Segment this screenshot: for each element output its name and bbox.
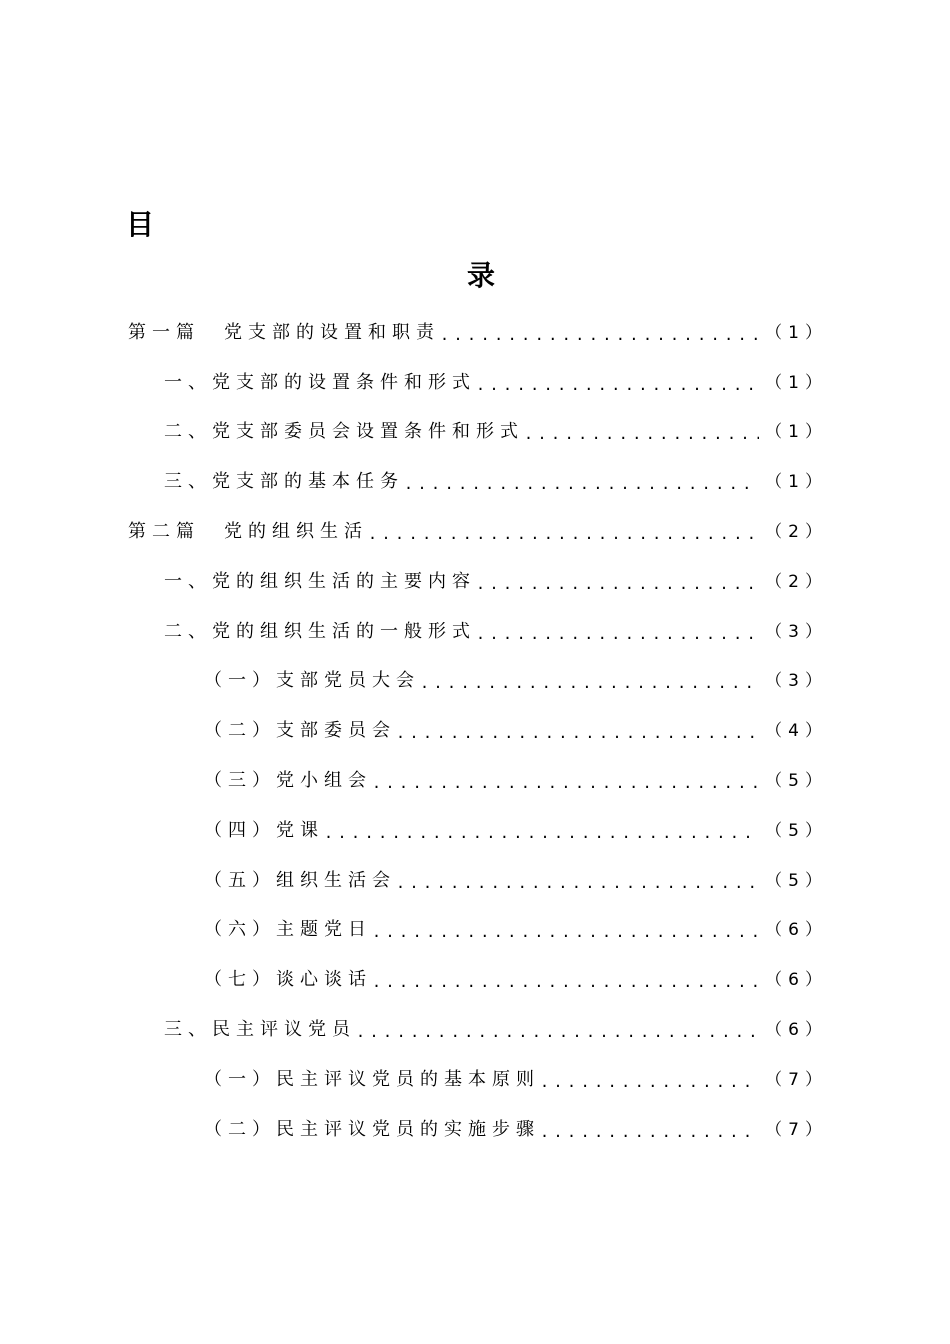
toc-leader-dots	[372, 970, 759, 994]
toc-entry[interactable]	[128, 706, 828, 756]
toc-leader-dots	[476, 373, 759, 397]
toc-entry[interactable]	[128, 607, 828, 657]
toc-entry-page-number: （1）	[765, 322, 828, 343]
toc-entry-page-number: （1）	[765, 372, 828, 393]
toc-leader-dots	[368, 522, 759, 546]
toc-entry[interactable]	[128, 557, 828, 607]
toc-entry-label: （五）组织生活会	[204, 869, 396, 891]
toc-entry[interactable]	[128, 856, 828, 906]
table-of-contents	[128, 308, 828, 1155]
toc-entry[interactable]	[128, 756, 828, 806]
toc-entry[interactable]	[128, 457, 828, 507]
toc-entry-page-number: （6）	[765, 970, 828, 991]
toc-entry-label: （四）党课	[204, 819, 324, 841]
toc-entry-page-number: （4）	[765, 721, 828, 742]
toc-entry-label: 二、党支部委员会设置条件和形式	[164, 421, 524, 443]
toc-leader-dots	[324, 821, 759, 845]
toc-entry-label: 一、党的组织生活的主要内容	[164, 570, 476, 592]
toc-entry-label: （一）支部党员大会	[204, 670, 420, 692]
toc-entry[interactable]	[128, 1005, 828, 1055]
toc-entry[interactable]	[128, 657, 828, 707]
toc-leader-dots	[404, 472, 759, 496]
toc-leader-dots	[540, 1120, 759, 1144]
toc-entry-page-number: （7）	[765, 1119, 828, 1140]
toc-entry[interactable]	[128, 806, 828, 856]
toc-entry[interactable]	[128, 1055, 828, 1105]
toc-leader-dots	[356, 1020, 759, 1044]
toc-entry-label: 三、党支部的基本任务	[164, 471, 404, 493]
toc-entry-page-number: （5）	[765, 820, 828, 841]
toc-entry-label: 第二篇 党的组织生活	[128, 521, 368, 543]
toc-leader-dots	[524, 422, 759, 446]
toc-entry[interactable]	[128, 507, 828, 557]
toc-entry[interactable]	[128, 906, 828, 956]
toc-entry-page-number: （2）	[765, 571, 828, 592]
toc-entry-label: （一）民主评议党员的基本原则	[204, 1068, 540, 1090]
toc-entry-label: （二）支部委员会	[204, 720, 396, 742]
toc-entry-label: 三、民主评议党员	[164, 1019, 356, 1041]
toc-entry-label: （六）主题党日	[204, 919, 372, 941]
toc-entry-label: （二）民主评议党员的实施步骤	[204, 1118, 540, 1140]
toc-leader-dots	[440, 323, 759, 347]
toc-leader-dots	[540, 1070, 759, 1094]
toc-entry-page-number: （1）	[765, 472, 828, 493]
toc-entry-page-number: （6）	[765, 920, 828, 941]
toc-entry-label: （三）党小组会	[204, 770, 372, 792]
toc-entry-page-number: （6）	[765, 1020, 828, 1041]
toc-entry-page-number: （2）	[765, 522, 828, 543]
toc-entry-label: 二、党的组织生活的一般形式	[164, 620, 476, 642]
toc-title-first-char: 目	[126, 208, 155, 241]
toc-leader-dots	[372, 920, 759, 944]
toc-leader-dots	[396, 721, 759, 745]
toc-entry-page-number: （3）	[765, 621, 828, 642]
toc-entry[interactable]	[128, 955, 828, 1005]
toc-leader-dots	[396, 871, 759, 895]
toc-entry-label: 一、党支部的设置条件和形式	[164, 371, 476, 393]
toc-entry-label: （七）谈心谈话	[204, 969, 372, 991]
toc-leader-dots	[476, 622, 759, 646]
toc-entry[interactable]	[128, 408, 828, 458]
toc-entry[interactable]	[128, 308, 828, 358]
toc-entry[interactable]	[128, 1105, 828, 1155]
toc-entry-page-number: （7）	[765, 1069, 828, 1090]
toc-entry-label: 第一篇 党支部的设置和职责	[128, 321, 440, 343]
toc-entry-page-number: （5）	[765, 771, 828, 792]
toc-leader-dots	[420, 671, 759, 695]
toc-entry-page-number: （5）	[765, 870, 828, 891]
toc-title-second-char: 录	[466, 259, 495, 292]
toc-entry-page-number: （3）	[765, 671, 828, 692]
toc-entry-page-number: （1）	[765, 422, 828, 443]
toc-leader-dots	[476, 572, 759, 596]
toc-entry[interactable]	[128, 358, 828, 408]
toc-leader-dots	[372, 771, 759, 795]
